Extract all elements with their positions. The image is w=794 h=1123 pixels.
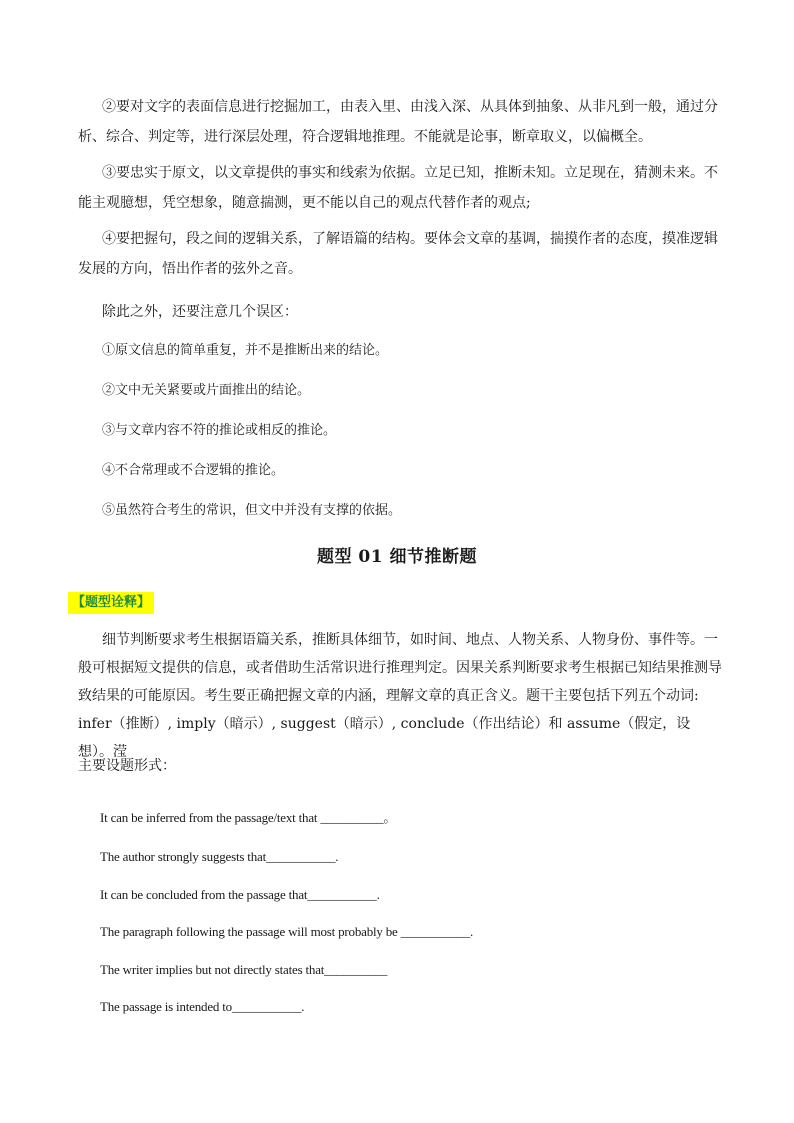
question-form-6: The passage is intended to___________. <box>100 999 305 1014</box>
question-form-2: The author strongly suggests that___________. <box>100 849 339 864</box>
question-form-4: The paragraph following the passage will most probably be ___________. <box>100 924 474 939</box>
misconception-item-4: ④不合常理或不合逻辑的推论。 <box>102 463 285 478</box>
question-form-5: The writer implies but not directly states that__________ <box>100 962 388 977</box>
forms-intro: 主要设题形式： <box>78 758 176 774</box>
question-form-3: It can be concluded from the passage that___________. <box>100 887 380 902</box>
misconception-item-3: ③与文章内容不符的推论或相反的推论。 <box>102 423 337 438</box>
misconception-item-5: ⑤虽然符合考生的常识，但文中并没有支撑的依据。 <box>102 503 402 518</box>
explanation-paragraph: 细节判断要求考生根据语篇关系，推断具体细节，如时间、地点、人物关系、人物身份、事件等。一般可根据短文提供的信息，或者借助生活常识进行推理判定。因果关系判断要求考生根据已知结果推测导致结果的可能原因。考生要正确把握文章的内涵，理解文章的真正含义。题干主要包括下列五个动词: infer（推断）, imply（暗示）, suggest（暗示）, conclude（作出结论）和 assume（假定，设想）。滢 <box>78 632 722 760</box>
section-title: 题型 01 细节推断题 <box>317 547 477 567</box>
question-type-tag: 【题型诠释】 <box>68 592 154 614</box>
principle-paragraph-4: ④要把握句，段之间的逻辑关系，了解语篇的结构。要体会文章的基调，揣摸作者的态度，摸准逻辑发展的方向，悟出作者的弦外之音。 <box>78 231 718 277</box>
misconceptions-intro: 除此之外，还要注意几个误区： <box>102 304 298 320</box>
principle-paragraph-2: ②要对文字的表面信息进行挖掘加工，由表入里、由浅入深、从具体到抽象、从非凡到一般，通过分析、综合、判定等，进行深层处理，符合逻辑地推理。不能就是论事，断章取义，以偏概全。 <box>78 99 718 145</box>
misconception-item-1: ①原文信息的简单重复，并不是推断出来的结论。 <box>102 343 389 358</box>
misconception-item-2: ②文中无关紧要或片面推出的结论。 <box>102 383 311 398</box>
principle-paragraph-3: ③要忠实于原文，以文章提供的事实和线索为依据。立足已知，推断未知。立足现在，猜测未来。不能主观臆想，凭空想象，随意揣测，更不能以自己的观点代替作者的观点; <box>78 165 718 211</box>
question-form-1: It can be inferred from the passage/text that __________。 <box>100 810 397 825</box>
